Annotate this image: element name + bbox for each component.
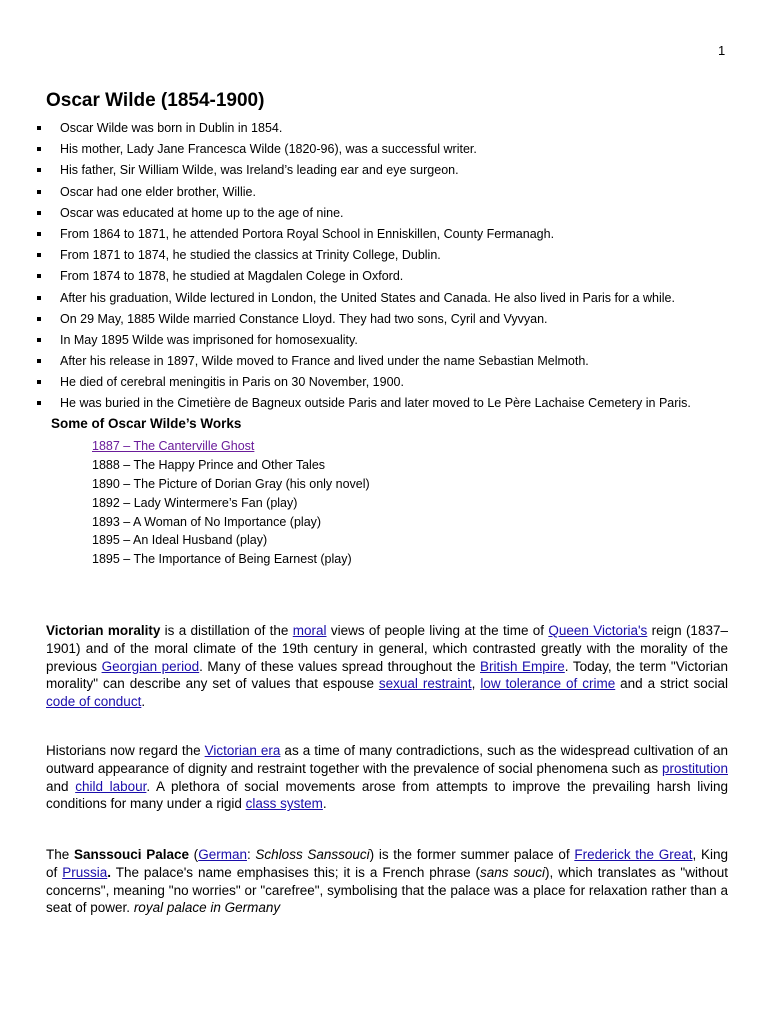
bullet-icon — [37, 168, 41, 172]
bullet-icon — [37, 232, 41, 236]
link-german[interactable]: German — [198, 847, 247, 862]
bullet-icon — [37, 211, 41, 215]
bullet-icon — [37, 317, 41, 321]
works-item: 1888 – The Happy Prince and Other Tales — [92, 457, 326, 472]
list-item — [0, 393, 768, 414]
works-heading: Some of Oscar Wilde’s Works — [51, 416, 242, 431]
italic-term: Schloss Sanssouci — [255, 847, 370, 862]
text-run: as a time of many contradictions, such as the widespread cultivation of an outward appearance of dignity and restraint together with the prevalence of social phenomena such as — [46, 743, 729, 776]
link-moral[interactable]: moral — [292, 623, 327, 638]
link-prussia[interactable]: Prussia — [62, 864, 108, 880]
link-sexual-restraint[interactable]: sexual restraint — [378, 676, 472, 692]
link-child-labour[interactable]: child labour — [75, 778, 147, 794]
list-item — [0, 330, 768, 351]
italic-caption: royal palace in Germany — [133, 900, 281, 916]
link-low-tolerance-of-crime[interactable]: low tolerance of crime — [480, 676, 616, 692]
text-run: The palace's name emphasises this; it is a French phrase ( — [111, 864, 481, 880]
list-item — [0, 139, 768, 160]
bullet-icon — [37, 401, 41, 405]
list-item-text: He was buried in the Cimetière de Bagneux outside Paris and later moved to Le Père Lachaise Cemetery in Paris. — [60, 396, 691, 411]
link-victorian-era[interactable]: Victorian era — [204, 743, 281, 758]
list-item-text: On 29 May, 1885 Wilde married Constance Lloyd. They had two sons, Cyril and Vyvyan. — [60, 311, 548, 326]
victorian-era-paragraph — [46, 742, 728, 813]
link-class-system[interactable]: class system — [245, 796, 323, 812]
link-frederick-the-great[interactable]: Frederick the Great — [574, 847, 693, 862]
bullet-icon — [37, 296, 41, 300]
list-item-text: His father, Sir William Wilde, was Ireland’s leading ear and eye surgeon. — [60, 163, 459, 178]
bold-term: Victorian morality — [46, 623, 161, 638]
list-item-text: Oscar had one elder brother, Willie. — [60, 184, 256, 199]
text-run: . A plethora of social movements arose from attempts to improve the prevailing harsh living conditions for many under a rigid — [46, 778, 728, 812]
works-item: 1893 – A Woman of No Importance (play) — [92, 514, 322, 529]
bullet-icon — [37, 147, 41, 151]
works-list — [92, 437, 370, 569]
works-item: 1890 – The Picture of Dorian Gray (his only novel) — [92, 476, 370, 491]
text-run: reign (1837–1901) and of the moral climate of the 19th century in general, which contrasted greatly with the morality of the previous — [46, 623, 728, 674]
bold-period: . — [107, 864, 111, 880]
list-item-text: After his release in 1897, Wilde moved to France and lived under the name Sebastian Melmoth. — [60, 354, 589, 369]
bold-term: Sanssouci Palace — [73, 847, 189, 862]
list-item — [0, 160, 768, 181]
list-item — [0, 203, 768, 224]
text-run: Historians now regard the — [46, 743, 205, 758]
link-british-empire[interactable]: British Empire — [480, 658, 565, 674]
work-link-canterville-ghost[interactable]: 1887 – The Canterville Ghost — [92, 439, 255, 453]
text-run: : — [246, 847, 256, 862]
text-run: and — [46, 778, 76, 794]
list-item-text: From 1864 to 1871, he attended Portora Royal School in Enniskillen, County Fermanagh. — [60, 226, 555, 241]
list-item-text: In May 1895 Wilde was imprisoned for homosexuality. — [60, 332, 358, 347]
text-run: views of people living at the time of — [326, 623, 549, 638]
text-run: ), which translates as "without concerns", meaning "no worries" or "carefree", symbolising that the palace was a place for relaxation rather than a seat of power. — [46, 864, 728, 916]
text-run: , King of — [46, 847, 728, 880]
italic-term: sans souci — [480, 864, 546, 880]
text-run: ( — [188, 847, 199, 862]
text-run: . — [141, 694, 146, 710]
works-item — [92, 437, 370, 456]
bullet-icon — [37, 338, 41, 342]
works-item: 1892 – Lady Wintermere’s Fan (play) — [92, 495, 298, 510]
list-item-text: From 1874 to 1878, he studied at Magdalen Colege in Oxford. — [60, 269, 404, 284]
list-item-text: His mother, Lady Jane Francesca Wilde (1820-96), was a successful writer. — [60, 142, 477, 157]
list-item — [0, 351, 768, 372]
text-run: ) is the former summer palace of — [369, 847, 575, 862]
list-item — [0, 309, 768, 330]
bullet-icon — [37, 274, 41, 278]
works-item: 1895 – An Ideal Husband (play) — [92, 533, 268, 548]
victorian-morality-paragraph — [46, 622, 728, 711]
text-run: is a distillation of the — [160, 623, 293, 638]
list-item-text: Oscar was educated at home up to the age of nine. — [60, 205, 344, 220]
list-item-text: He died of cerebral meningitis in Paris on 30 November, 1900. — [60, 375, 404, 390]
list-item-text: Oscar Wilde was born in Dublin in 1854. — [60, 121, 283, 135]
bullet-icon — [37, 126, 41, 130]
list-item-text: From 1871 to 1874, he studied the classics at Trinity College, Dublin. — [60, 248, 441, 263]
works-item: 1895 – The Importance of Being Earnest (play) — [92, 552, 352, 567]
bullet-icon — [37, 190, 41, 194]
list-item — [0, 288, 768, 309]
facts-list — [0, 118, 768, 415]
link-code-of-conduct[interactable]: code of conduct — [46, 694, 142, 710]
link-georgian-period[interactable]: Georgian period — [101, 658, 200, 674]
bullet-icon — [37, 253, 41, 257]
list-item — [0, 118, 768, 139]
list-item — [0, 182, 768, 203]
list-item-text: After his graduation, Wilde lectured in London, the United States and Canada. He also lived in Paris for a while. — [60, 290, 675, 305]
sanssouci-paragraph — [46, 846, 728, 917]
text-run: and a strict social — [615, 676, 729, 692]
text-run: . Today, the term "Victorian morality" can describe any set of values that espouse — [46, 658, 728, 692]
bullet-icon — [37, 380, 41, 384]
page-title: Oscar Wilde (1854-1900) — [46, 90, 265, 111]
link-queen-victoria[interactable]: Queen Victoria's — [548, 623, 648, 638]
link-prostitution[interactable]: prostitution — [661, 760, 728, 776]
list-item — [0, 245, 768, 266]
text-run: The — [46, 847, 74, 862]
bullet-icon — [37, 359, 41, 363]
page-number: 1 — [718, 43, 726, 58]
text-run: , — [471, 676, 481, 692]
list-item — [0, 266, 768, 287]
text-run: . — [322, 796, 327, 812]
list-item — [0, 224, 768, 245]
list-item — [0, 372, 768, 393]
text-run: . Many of these values spread throughout the — [199, 658, 480, 674]
